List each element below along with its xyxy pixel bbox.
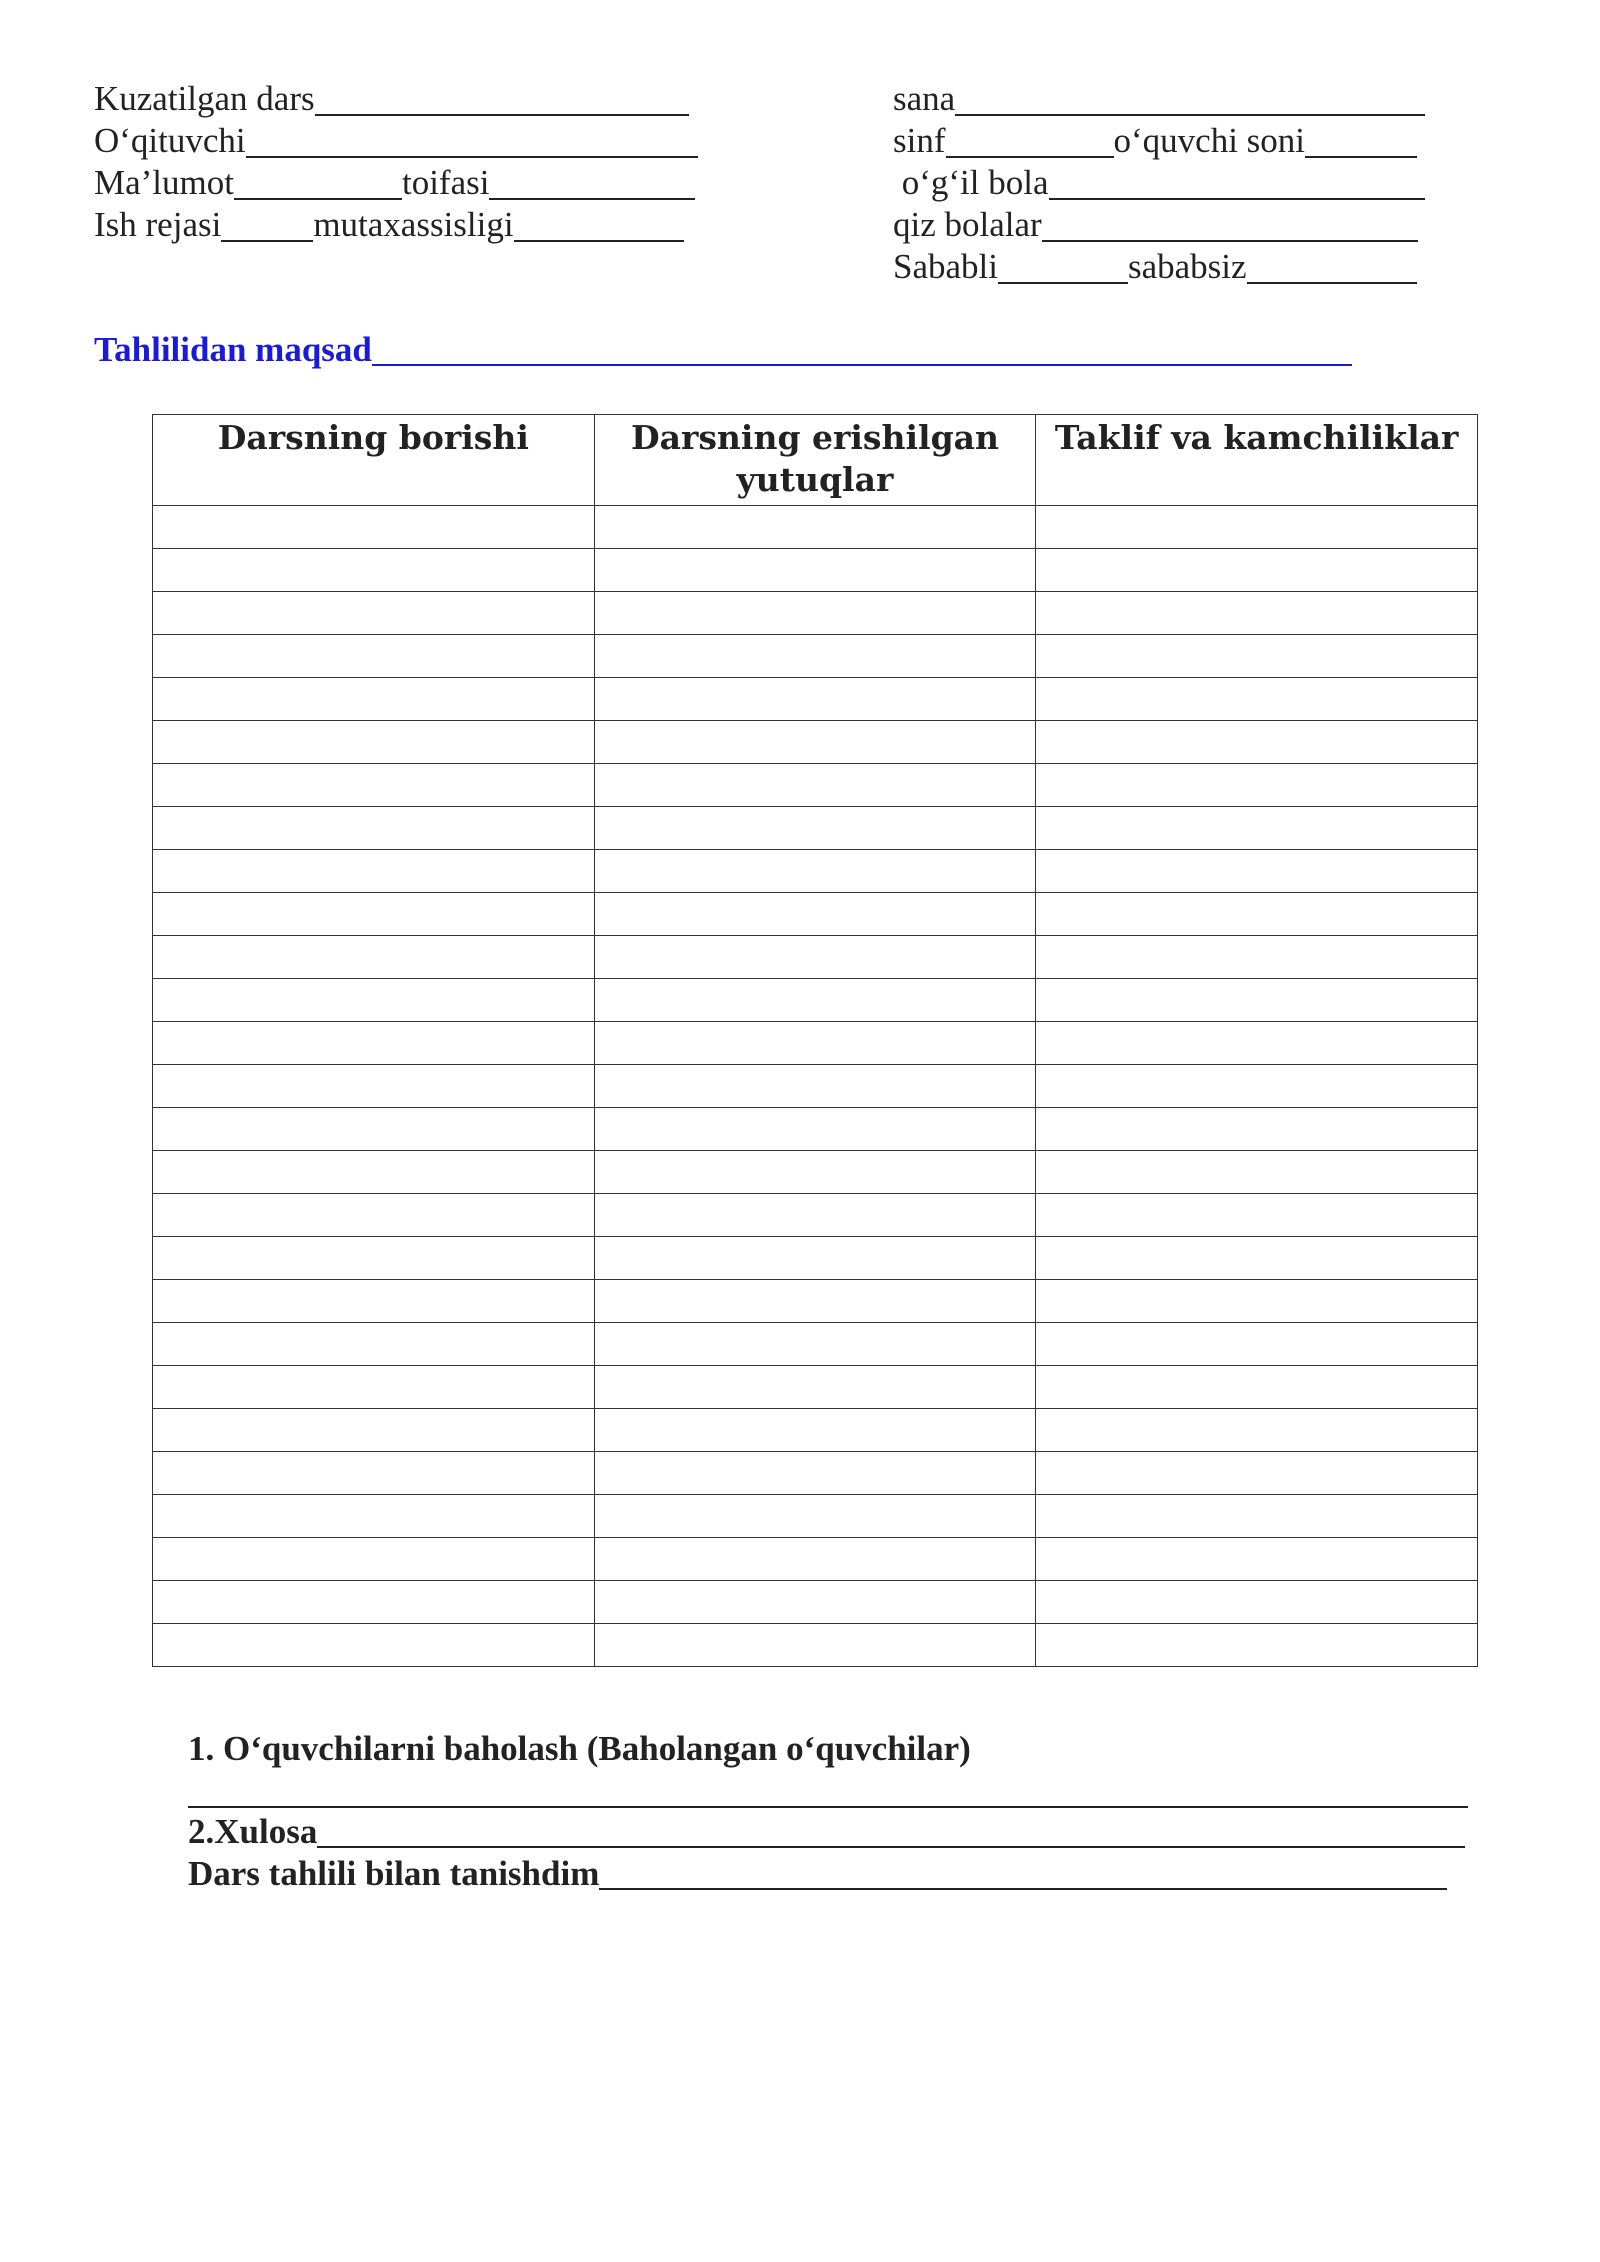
table-cell[interactable] [153,1194,595,1237]
blank-line[interactable] [317,1816,1465,1848]
table-cell[interactable] [153,850,595,893]
table-cell[interactable] [153,807,595,850]
table-cell[interactable] [1036,979,1478,1022]
purpose-field [94,330,1352,370]
table-cell[interactable] [153,592,595,635]
table-cell[interactable] [594,592,1036,635]
table-cell[interactable] [1036,850,1478,893]
column-header: Darsning borishi [153,415,595,506]
table-cell[interactable] [153,1409,595,1452]
field-label: o‘quvchi soni [1113,121,1306,160]
table-cell[interactable] [153,893,595,936]
footer-acknowledged [188,1854,1447,1894]
table-row [153,635,1478,678]
table-row [153,1108,1478,1151]
purpose-label: Tahlilidan maqsad [94,330,372,369]
blank-line[interactable] [188,1806,1468,1808]
table-cell[interactable] [1036,1624,1478,1667]
table-row [153,1452,1478,1495]
table-row [153,549,1478,592]
table-cell[interactable] [1036,807,1478,850]
table-row [153,1323,1478,1366]
table-cell[interactable] [1036,1237,1478,1280]
table-cell[interactable] [594,1237,1036,1280]
footer-conclusion [188,1812,1465,1852]
table-cell[interactable] [1036,721,1478,764]
table-cell[interactable] [594,1624,1036,1667]
blank-line[interactable] [221,210,313,242]
field-label: O‘qituvchi [94,121,246,160]
table-row [153,1280,1478,1323]
blank-line[interactable] [955,84,1425,116]
blank-line[interactable] [489,168,695,200]
table-cell[interactable] [153,1108,595,1151]
table-row [153,1581,1478,1624]
footer-assessment-label: 1. O‘quvchilarni baholash (Baholangan o‘quvchilar) [188,1729,971,1768]
table-cell[interactable] [1036,936,1478,979]
table-cell[interactable] [594,1323,1036,1366]
field-label: sana [893,79,956,118]
blank-line[interactable] [599,1858,1447,1890]
table-cell[interactable] [153,1452,595,1495]
table-cell[interactable] [594,807,1036,850]
table-cell[interactable] [594,1065,1036,1108]
table-header-row [153,415,1478,506]
blank-line[interactable] [1305,126,1417,158]
table-cell[interactable] [594,1409,1036,1452]
table-cell[interactable] [1036,1194,1478,1237]
field-label: o‘g‘il bola [893,163,1049,202]
table-cell[interactable] [153,1366,595,1409]
table-cell[interactable] [153,936,595,979]
table-cell[interactable] [594,893,1036,936]
table-cell[interactable] [594,1452,1036,1495]
table-cell[interactable] [153,1538,595,1581]
table-cell[interactable] [594,936,1036,979]
table-cell[interactable] [594,1366,1036,1409]
table-cell[interactable] [153,1151,595,1194]
table-cell[interactable] [153,506,595,549]
field-label: mutaxassisligi [313,205,514,244]
table-cell[interactable] [1036,506,1478,549]
table-cell[interactable] [153,1237,595,1280]
table-row [153,1022,1478,1065]
table-cell[interactable] [1036,549,1478,592]
table-row [153,592,1478,635]
field-label: Kuzatilgan dars [94,79,315,118]
table-cell[interactable] [153,1065,595,1108]
table-cell[interactable] [594,635,1036,678]
field-label: qiz bolalar [893,205,1042,244]
table-row [153,1194,1478,1237]
header-left-column [94,78,734,246]
blank-line[interactable] [998,252,1128,284]
field-label: Ish rejasi [94,205,222,244]
table-row [153,850,1478,893]
header-right-column [893,78,1453,288]
table-cell[interactable] [153,1022,595,1065]
field-absence [893,246,1453,288]
table-cell[interactable] [594,678,1036,721]
table-cell[interactable] [153,549,595,592]
table-row [153,936,1478,979]
table-cell[interactable] [1036,1323,1478,1366]
table-row [153,1237,1478,1280]
table-cell[interactable] [153,721,595,764]
table-cell[interactable] [1036,1366,1478,1409]
analysis-table [152,414,1478,1667]
field-label: Ma’lumot [94,163,234,202]
blank-line[interactable] [372,334,1352,366]
table-row [153,1624,1478,1667]
table-row [153,721,1478,764]
table-row [153,893,1478,936]
table-row [153,1151,1478,1194]
table-cell[interactable] [1036,1108,1478,1151]
field-teacher [94,120,734,162]
table-cell[interactable] [594,764,1036,807]
table-row [153,764,1478,807]
blank-line[interactable] [315,84,689,116]
field-label: toifasi [401,163,490,202]
table-row [153,807,1478,850]
table-row [153,979,1478,1022]
blank-line[interactable] [1049,168,1425,200]
blank-line[interactable] [514,210,684,242]
field-observed-lesson [94,78,734,120]
table-body [153,506,1478,1667]
footer-acknowledged-label: Dars tahlili bilan tanishdim [188,1854,600,1893]
table-cell[interactable] [594,549,1036,592]
table-cell[interactable] [594,1194,1036,1237]
table-cell[interactable] [594,850,1036,893]
table-row [153,1065,1478,1108]
table-cell[interactable] [153,1581,595,1624]
field-label: Sababli [893,247,998,286]
table-cell[interactable] [594,506,1036,549]
footer-conclusion-label: 2.Xulosa [188,1812,318,1851]
table-cell[interactable] [1036,592,1478,635]
field-boys [893,162,1453,204]
table-cell[interactable] [153,1495,595,1538]
blank-line[interactable] [246,126,698,158]
table-cell[interactable] [594,1108,1036,1151]
table-cell[interactable] [153,764,595,807]
table-cell[interactable] [153,1624,595,1667]
field-class-pupils [893,120,1453,162]
table-cell[interactable] [153,678,595,721]
field-work-plan-specialty [94,204,734,246]
blank-line[interactable] [1042,210,1418,242]
table-cell[interactable] [153,979,595,1022]
table-cell[interactable] [594,1151,1036,1194]
table-cell[interactable] [1036,1409,1478,1452]
table-cell[interactable] [1036,1452,1478,1495]
table-row [153,1366,1478,1409]
table-cell[interactable] [1036,1065,1478,1108]
table-cell[interactable] [1036,1495,1478,1538]
table-cell[interactable] [153,1280,595,1323]
field-education-category [94,162,734,204]
table-cell[interactable] [594,1538,1036,1581]
blank-line[interactable] [946,126,1114,158]
table-cell[interactable] [594,1280,1036,1323]
blank-line[interactable] [1247,252,1417,284]
table-row [153,506,1478,549]
table-cell[interactable] [1036,1581,1478,1624]
table-cell[interactable] [1036,1280,1478,1323]
table-cell[interactable] [1036,678,1478,721]
table-row [153,1538,1478,1581]
table-row [153,678,1478,721]
column-header: Taklif va kamchiliklar [1036,415,1478,506]
column-header: Darsning erishilgan yutuqlar [594,415,1036,506]
table-cell[interactable] [153,1323,595,1366]
table-cell[interactable] [594,1022,1036,1065]
footer-assessment [188,1729,971,1769]
table-cell[interactable] [1036,1538,1478,1581]
table-cell[interactable] [153,635,595,678]
field-label: sinf [893,121,946,160]
table-cell[interactable] [594,1581,1036,1624]
field-date [893,78,1453,120]
table-cell[interactable] [1036,1022,1478,1065]
table-row [153,1409,1478,1452]
table-cell[interactable] [594,721,1036,764]
table-cell[interactable] [594,979,1036,1022]
table-cell[interactable] [1036,635,1478,678]
blank-line[interactable] [234,168,402,200]
table-cell[interactable] [1036,764,1478,807]
table-cell[interactable] [1036,893,1478,936]
table-row [153,1495,1478,1538]
table-cell[interactable] [594,1495,1036,1538]
field-girls [893,204,1453,246]
table-cell[interactable] [1036,1151,1478,1194]
field-label: sababsiz [1127,247,1247,286]
